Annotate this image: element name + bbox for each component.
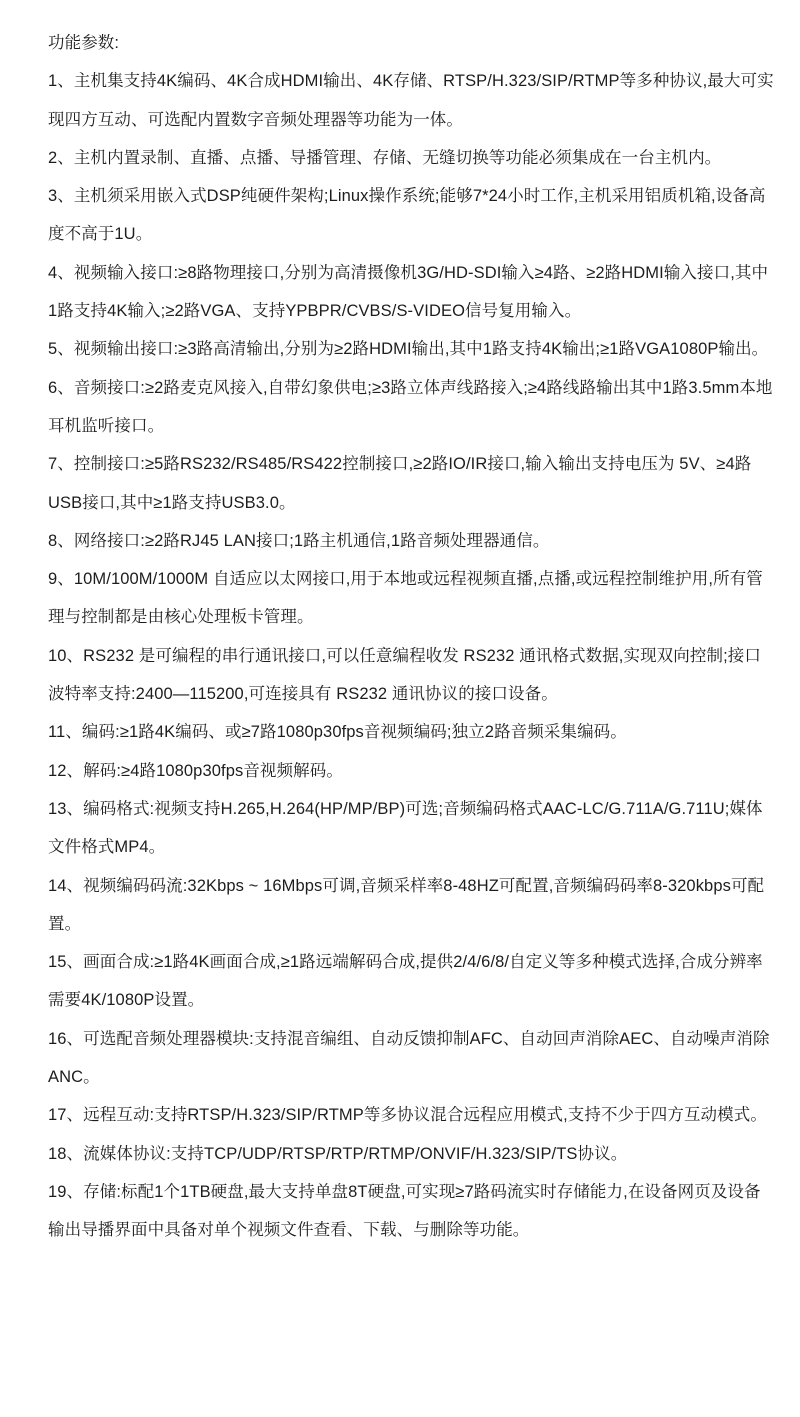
spec-item-11: 11、编码:≥1路4K编码、或≥7路1080p30fps音视频编码;独立2路音频采集编码。 xyxy=(48,723,627,742)
spec-item-6: 6、音频接口:≥2路麦克风接入,自带幻象供电;≥3路立体声线路接入;≥4路线路输出其中1路3.5mm本地耳机监听接口。 xyxy=(48,378,773,435)
spec-item-13: 13、编码格式:视频支持H.265,H.264(HP/MP/BP)可选;音频编码格式AAC-LC/G.711A/G.711U;媒体文件格式MP4。 xyxy=(48,799,763,857)
spec-item-10: 10、RS232 是可编程的串行通讯接口,可以任意编程收发 RS232 通讯格式数据,实现双向控制;接口波特率支持:2400—115200,可连接具有 RS232 通讯协议的接口设备。 xyxy=(48,646,761,704)
spec-item-19: 19、存储:标配1个1TB硬盘,最大支持单盘8T硬盘,可实现≥7路码流实时存储能力,在设备网页及设备输出导播界面中具备对单个视频文件查看、下载、与删除等功能。 xyxy=(48,1182,761,1240)
spec-item-4: 4、视频输入接口:≥8路物理接口,分别为高清摄像机3G/HD-SDI输入≥4路、≥2路HDMI输入接口,其中1路支持4K输入;≥2路VGA、支持YPBPR/CVBS/S-VIDEO信号复用输入。 xyxy=(48,263,769,321)
spec-item-1: 1、主机集支持4K编码、4K合成HDMI输出、4K存储、RTSP/H.323/SIP/RTMP等多种协议,最大可实现四方互动、可选配内置数字音频处理器等功能为一体。 xyxy=(48,72,774,129)
spec-item-18: 18、流媒体协议:支持TCP/UDP/RTSP/RTP/RTMP/ONVIF/H.323/SIP/TS协议。 xyxy=(48,1144,628,1163)
spec-item-14: 14、视频编码码流:32Kbps ~ 16Mbps可调,音频采样率8-48HZ可配置,音频编码码率8-320kbps可配置。 xyxy=(48,876,765,933)
spec-item-5: 5、视频输出接口:≥3路高清输出,分别为≥2路HDMI输出,其中1路支持4K输出;≥1路VGA1080P输出。 xyxy=(48,340,769,359)
spec-item-2: 2、主机内置录制、直播、点播、导播管理、存储、无缝切换等功能必须集成在一台主机内。 xyxy=(48,148,722,167)
spec-item-16: 16、可选配音频处理器模块:支持混音编组、自动反馈抑制AFC、自动回声消除AEC、自动噪声消除ANC。 xyxy=(48,1029,770,1087)
spec-item-8: 8、网络接口:≥2路RJ45 LAN接口;1路主机通信,1路音频处理器通信。 xyxy=(48,531,550,550)
spec-item-3: 3、主机须采用嵌入式DSP纯硬件架构;Linux操作系统;能够7*24小时工作,主机采用铝质机箱,设备高度不高于1U。 xyxy=(48,187,766,244)
spec-item-12: 12、解码:≥4路1080p30fps音视频解码。 xyxy=(48,761,343,780)
spec-item-9: 9、10M/100M/1000M 自适应以太网接口,用于本地或远程视频直播,点播,或远程控制维护用,所有管理与控制都是由核心处理板卡管理。 xyxy=(48,570,763,627)
spec-item-17: 17、远程互动:支持RTSP/H.323/SIP/RTMP等多协议混合远程应用模式,支持不少于四方互动模式。 xyxy=(48,1106,767,1125)
spec-item-15: 15、画面合成:≥1路4K画面合成,≥1路远端解码合成,提供2/4/6/8/自定义等多种模式选择,合成分辨率需要4K/1080P设置。 xyxy=(48,953,763,1010)
page-title: 功能参数: xyxy=(48,34,120,52)
document-body xyxy=(48,24,776,1250)
spec-item-7: 7、控制接口:≥5路RS232/RS485/RS422控制接口,≥2路IO/IR接口,输入输出支持电压为 5V、≥4路USB接口,其中≥1路支持USB3.0。 xyxy=(48,455,752,512)
